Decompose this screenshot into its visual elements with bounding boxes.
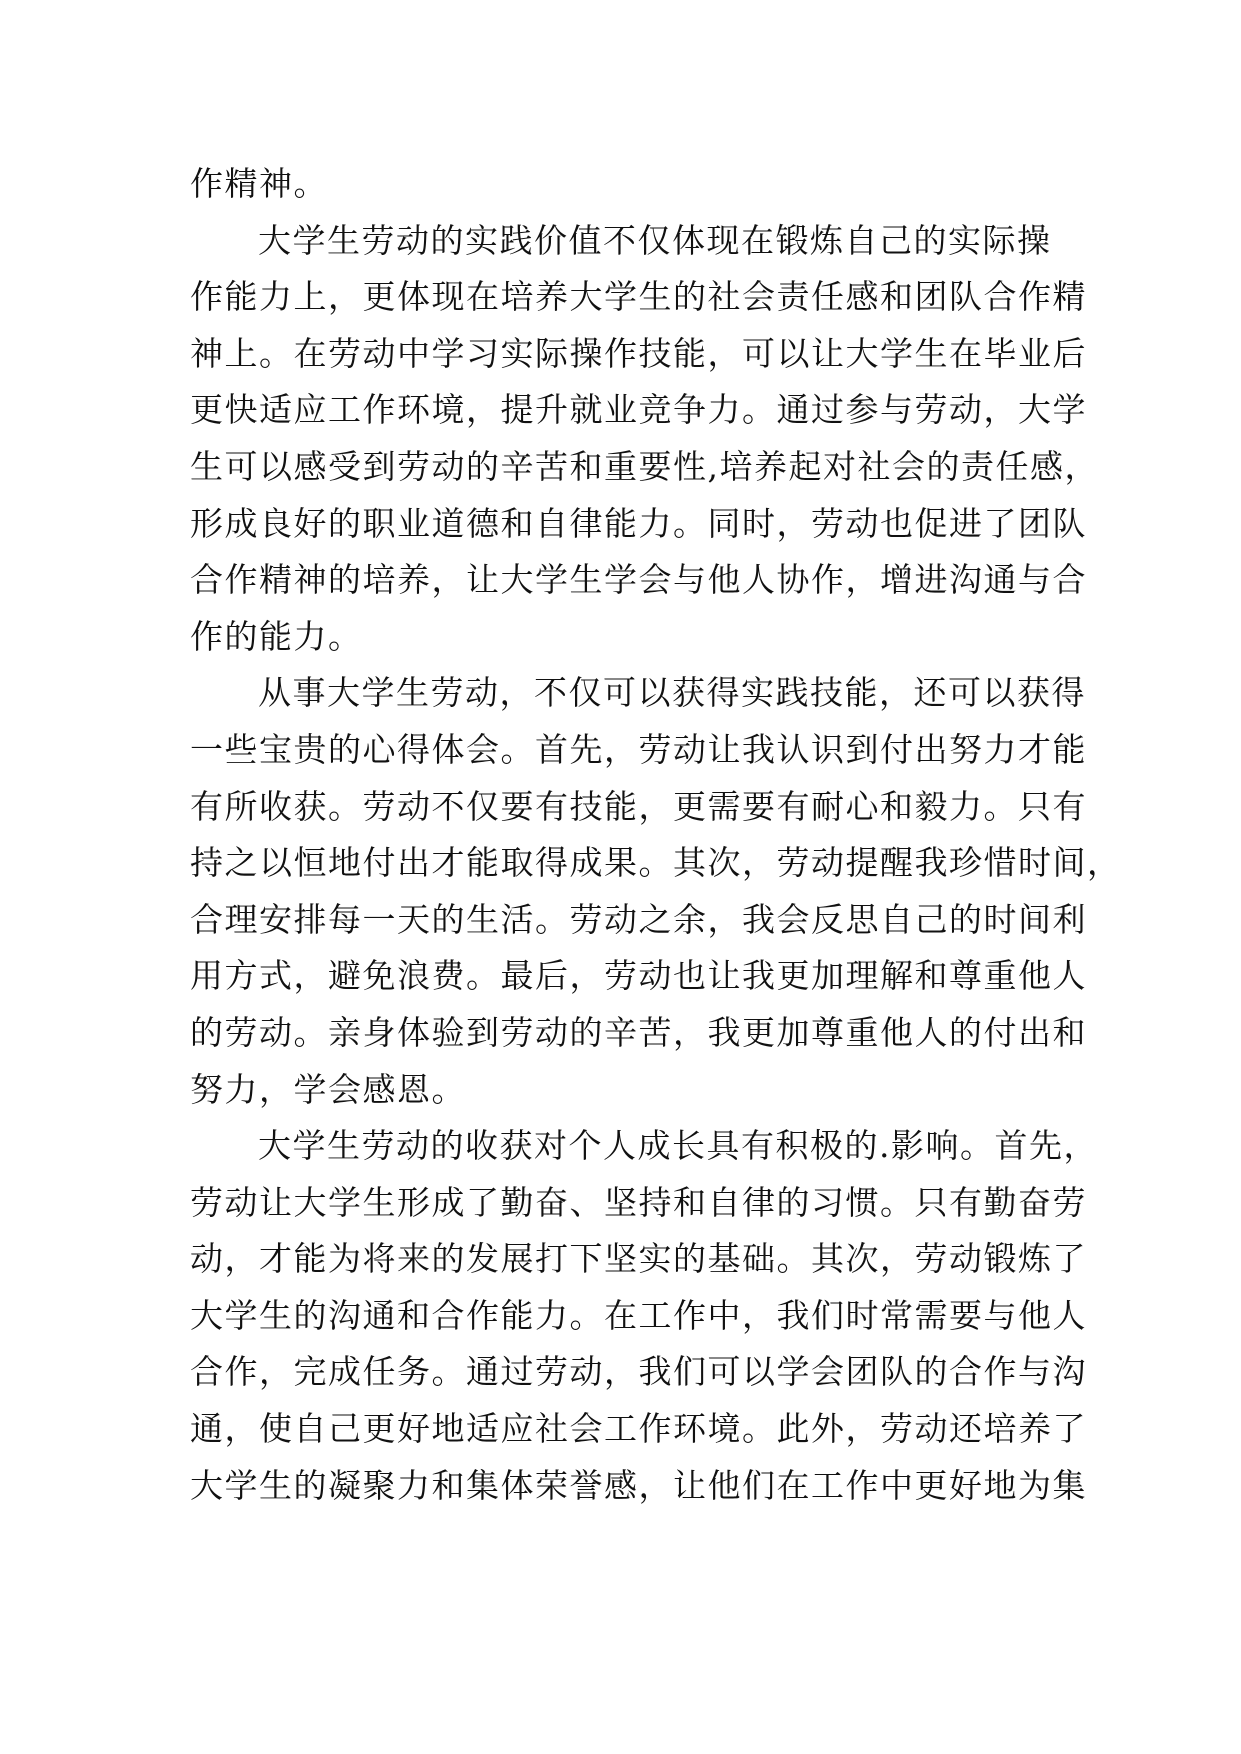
body-text xyxy=(190,156,1122,1514)
text-line: 通，使自己更好地适应社会工作环境。此外，劳动还培养了 xyxy=(190,1409,1087,1449)
text-line: 大学生劳动的收获对个人成长具有积极的.影响。首先， xyxy=(258,1126,1098,1166)
text-line: 动，才能为将来的发展打下坚实的基础。其次，劳动锻炼了 xyxy=(190,1239,1087,1279)
text-line: 努力，学会感恩。 xyxy=(190,1069,466,1109)
text-line: 神上。在劳动中学习实际操作技能，可以让大学生在毕业后 xyxy=(190,333,1087,373)
text-line: 生可以感受到劳动的辛苦和重要性,培养起对社会的责任感， xyxy=(190,446,1099,486)
text-line: 大学生的凝聚力和集体荣誉感，让他们在工作中更好地为集 xyxy=(190,1465,1087,1505)
text-line: 更快适应工作环境，提升就业竞争力。通过参与劳动，大学 xyxy=(190,390,1087,430)
text-line: 合理安排每一天的生活。劳动之余，我会反思自己的时间利 xyxy=(190,899,1087,939)
text-line: 用方式，避免浪费。最后，劳动也让我更加理解和尊重他人 xyxy=(190,956,1087,996)
text-line: 形成良好的职业道德和自律能力。同时，劳动也促进了团队 xyxy=(190,503,1087,543)
text-line: 大学生的沟通和合作能力。在工作中，我们时常需要与他人 xyxy=(190,1295,1087,1335)
text-line: 一些宝贵的心得体会。首先，劳动让我认识到付出努力才能 xyxy=(190,729,1087,769)
text-line: 劳动让大学生形成了勤奋、坚持和自律的习惯。只有勤奋劳 xyxy=(190,1182,1087,1222)
text-line: 作能力上，更体现在培养大学生的社会责任感和团队合作精 xyxy=(190,277,1087,317)
text-line: 作的能力。 xyxy=(190,616,363,656)
text-line: 作精神。 xyxy=(190,164,328,203)
text-line: 的劳动。亲身体验到劳动的辛苦，我更加尊重他人的付出和 xyxy=(190,1012,1087,1052)
text-line: 合作，完成任务。通过劳动，我们可以学会团队的合作与沟 xyxy=(190,1352,1087,1392)
text-line: 持之以恒地付出才能取得成果。其次，劳动提醒我珍惜时间， xyxy=(190,843,1122,883)
text-line: 大学生劳动的实践价值不仅体现在锻炼自己的实际操 xyxy=(258,220,1052,260)
text-line: 合作精神的培养，让大学生学会与他人协作，增进沟通与合 xyxy=(190,560,1087,600)
text-line: 有所收获。劳动不仅要有技能，更需要有耐心和毅力。只有 xyxy=(190,786,1087,826)
text-line: 从事大学生劳动，不仅可以获得实践技能，还可以获得 xyxy=(258,673,1086,713)
